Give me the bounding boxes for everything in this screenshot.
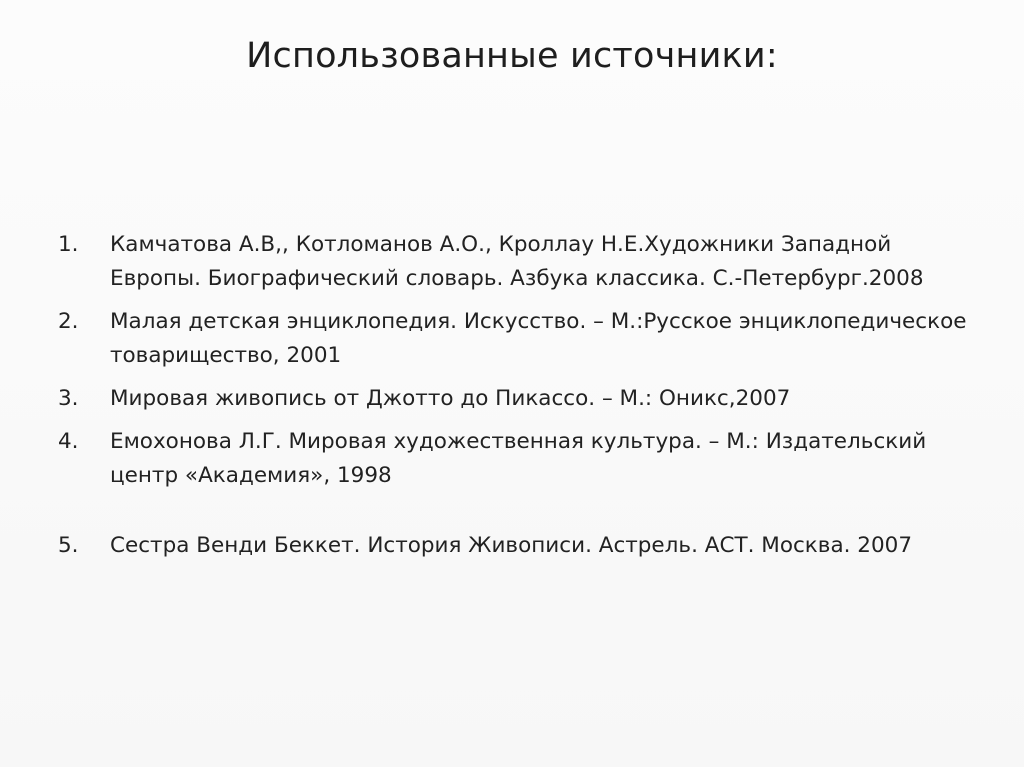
reference-item-1 bbox=[58, 228, 978, 296]
reference-text: Камчатова А.В,, Котломанов А.О., Кроллау Н.Е.Художники Западной Европы. Биографический словарь. Азбука классика. С.-Петербург.2008 bbox=[110, 232, 924, 291]
reference-number: 3. bbox=[58, 386, 79, 411]
slide-title: Использованные источники: bbox=[246, 36, 778, 76]
reference-text: Сестра Венди Беккет. История Живописи. Астрель. АСТ. Москва. 2007 bbox=[110, 533, 913, 558]
reference-number: 4. bbox=[58, 429, 79, 454]
reference-item-3 bbox=[58, 382, 978, 416]
reference-text: Мировая живопись от Джотто до Пикассо. – М.: Оникс,2007 bbox=[110, 386, 791, 411]
reference-number: 1. bbox=[58, 232, 79, 257]
reference-item-2 bbox=[58, 305, 978, 373]
reference-number: 2. bbox=[58, 309, 79, 334]
reference-text: Емохонова Л.Г. Мировая художественная культура. – М.: Издательский центр «Академия», 1998 bbox=[110, 429, 927, 488]
reference-text: Малая детская энциклопедия. Искусство. – М.:Русское энциклопедическое товарищество, 2001 bbox=[110, 309, 967, 368]
reference-list bbox=[58, 228, 978, 572]
reference-item-4 bbox=[58, 425, 978, 493]
reference-item-5 bbox=[58, 529, 978, 563]
reference-number: 5. bbox=[58, 533, 79, 558]
